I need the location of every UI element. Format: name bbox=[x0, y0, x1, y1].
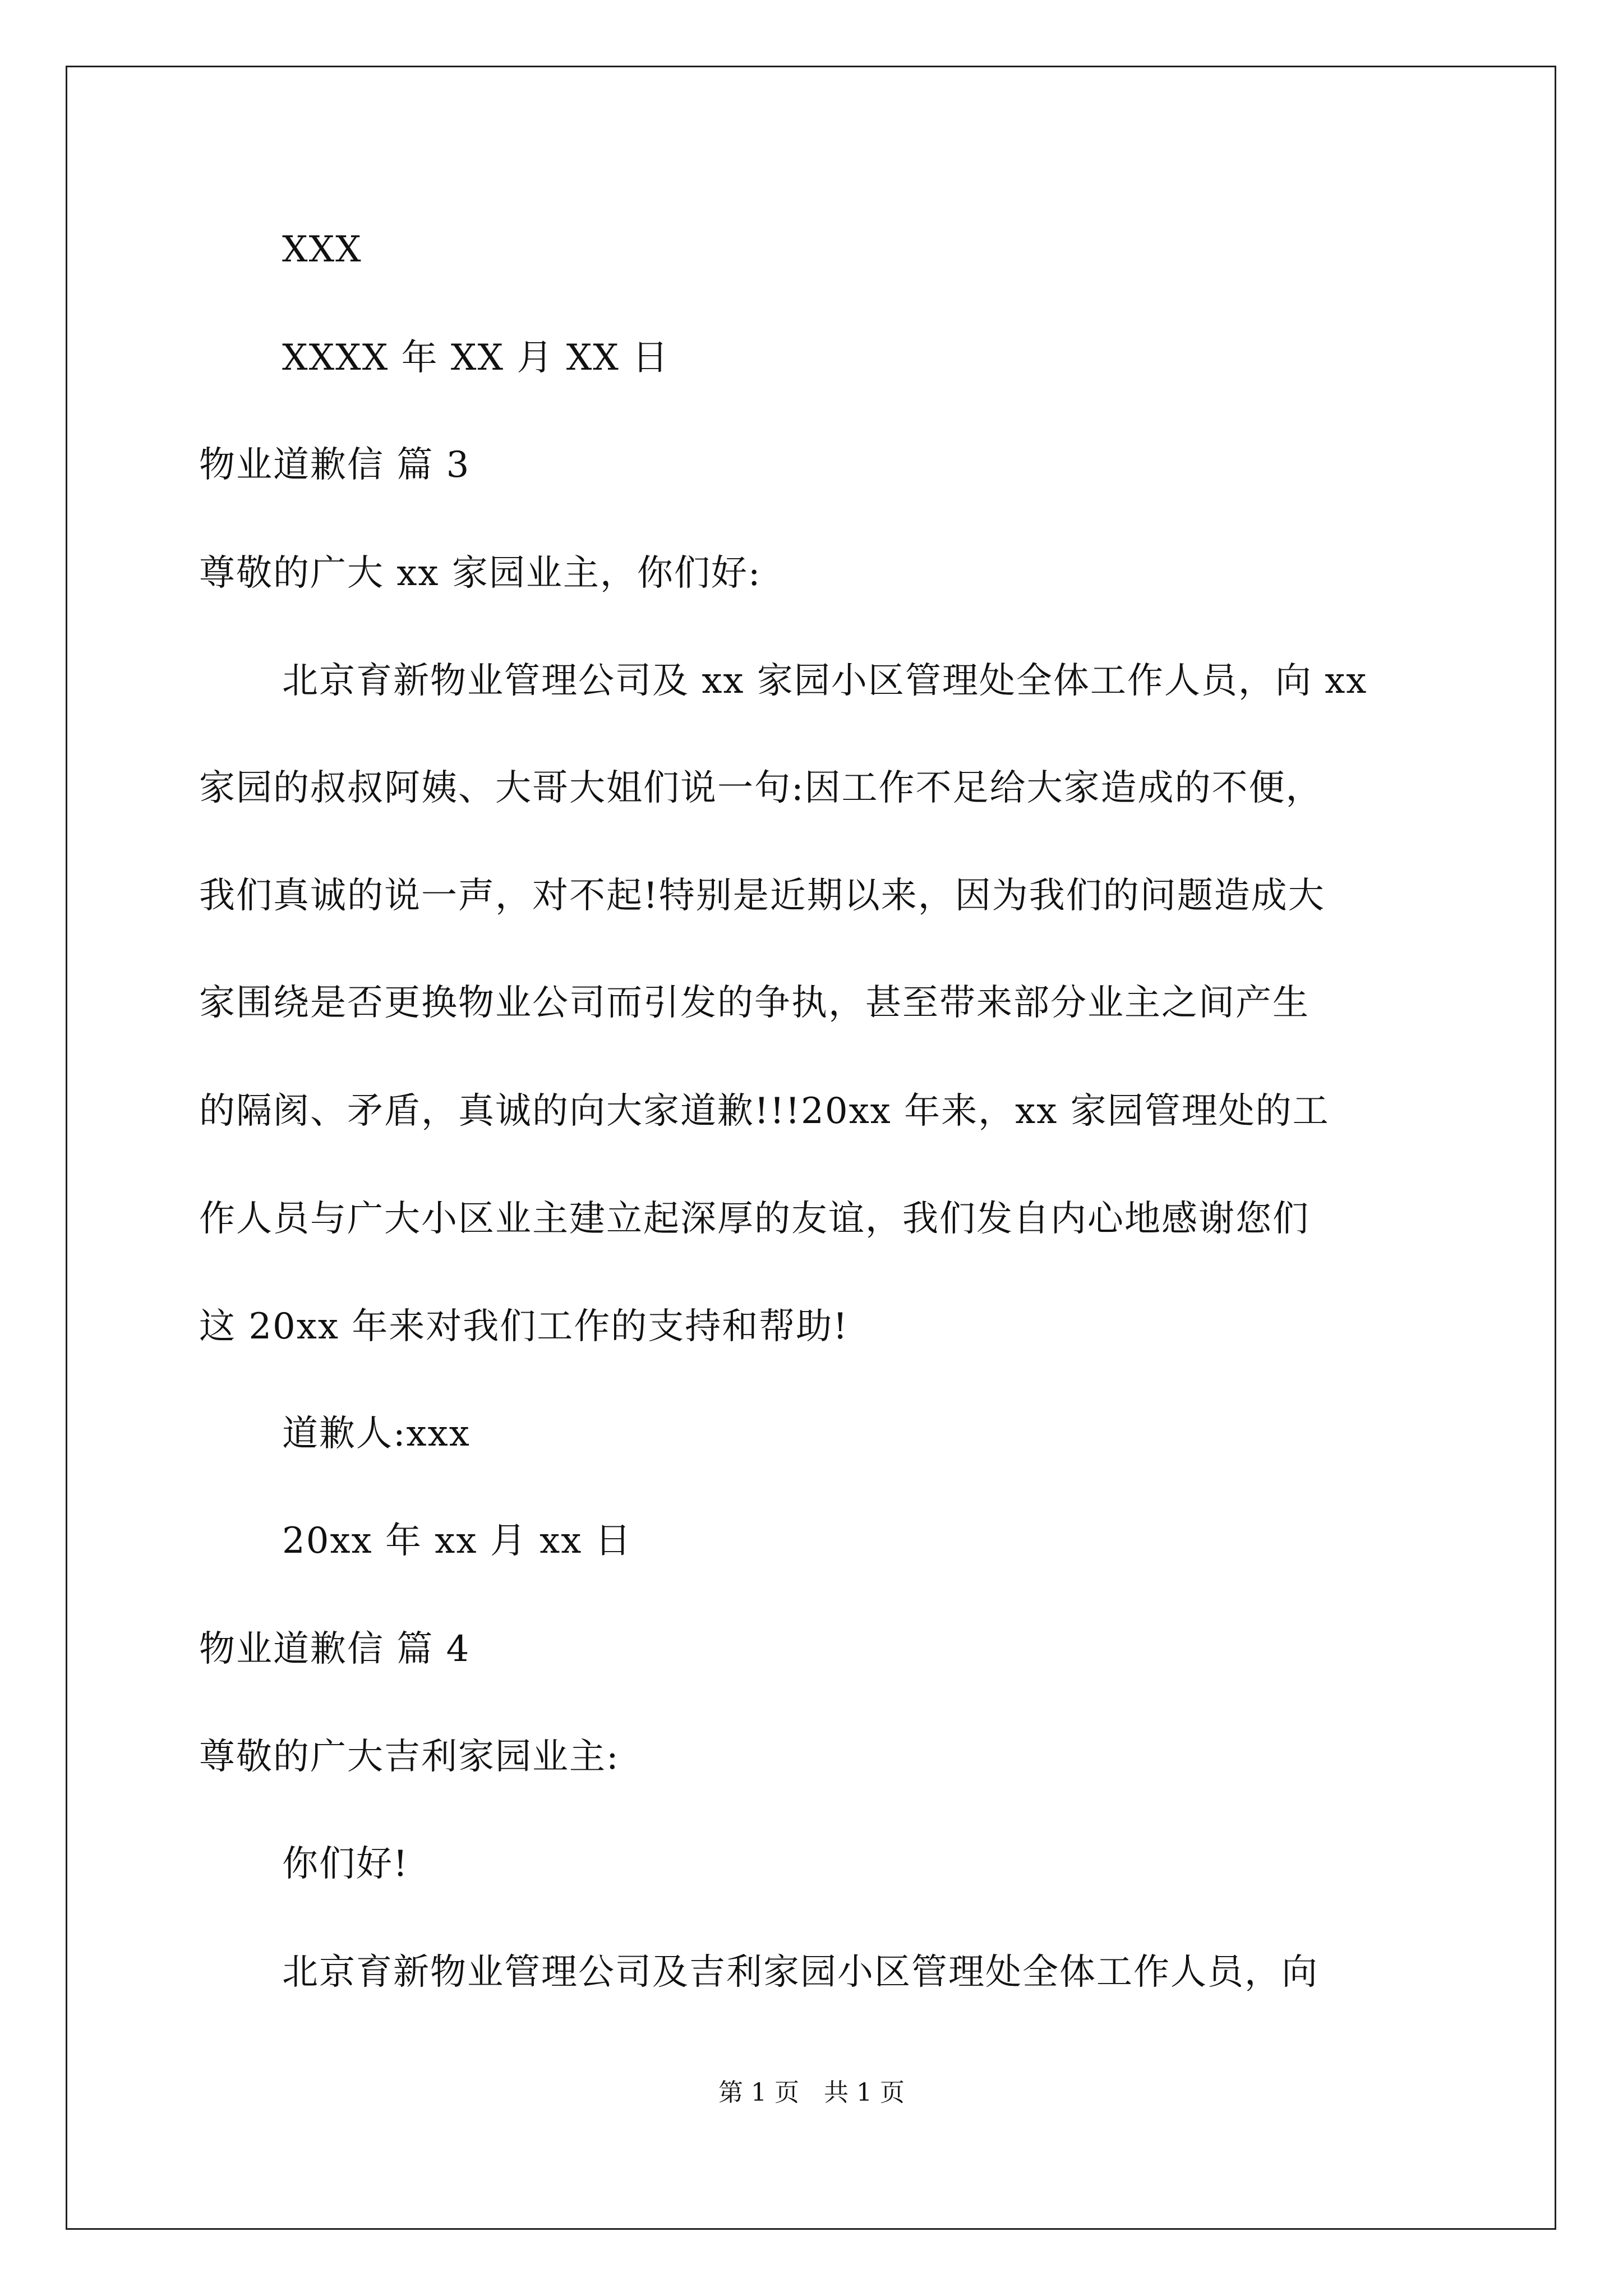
paragraph-line: 的隔阂、矛盾，真诚的向大家道歉!!!20xx 年来，xx 家园管理处的工 bbox=[199, 1091, 1330, 1132]
page-footer: 第 1 页 共 1 页 bbox=[718, 2078, 905, 2107]
signature-name: XXX bbox=[282, 229, 362, 270]
paragraph-line: 家围绕是否更换物业公司而引发的争执，甚至带来部分业主之间产生 bbox=[199, 982, 1310, 1024]
section-heading-3: 物业道歉信 篇 3 bbox=[199, 444, 471, 486]
greeting-line: 你们好! bbox=[282, 1843, 409, 1885]
paragraph-line: 北京育新物业管理公司及吉利家园小区管理处全体工作人员，向 bbox=[282, 1952, 1318, 1993]
salutation-3: 尊敬的广大 xx 家园业主，你们好: bbox=[199, 553, 762, 594]
paragraph-line: 我们真诚的说一声，对不起!特别是近期以来，因为我们的问题造成大 bbox=[199, 875, 1325, 917]
signature-date: XXXX 年 XX 月 XX 日 bbox=[282, 337, 670, 379]
paragraph-line: 家园的叔叔阿姨、大哥大姐们说一句:因工作不足给大家造成的不便， bbox=[199, 767, 1323, 809]
paragraph-line: 这 20xx 年来对我们工作的支持和帮助! bbox=[199, 1306, 849, 1347]
paragraph-line: 北京育新物业管理公司及 xx 家园小区管理处全体工作人员，向 xx bbox=[282, 660, 1368, 702]
section-heading-4: 物业道歉信 篇 4 bbox=[199, 1628, 471, 1670]
paragraph-line: 作人员与广大小区业主建立起深厚的友谊，我们发自内心地感谢您们 bbox=[199, 1198, 1310, 1240]
page-border bbox=[66, 66, 1556, 2230]
apologizer-line: 道歉人:xxx bbox=[282, 1413, 471, 1455]
letter-date: 20xx 年 xx 月 xx 日 bbox=[282, 1520, 632, 1562]
salutation-4: 尊敬的广大吉利家园业主: bbox=[199, 1736, 620, 1778]
